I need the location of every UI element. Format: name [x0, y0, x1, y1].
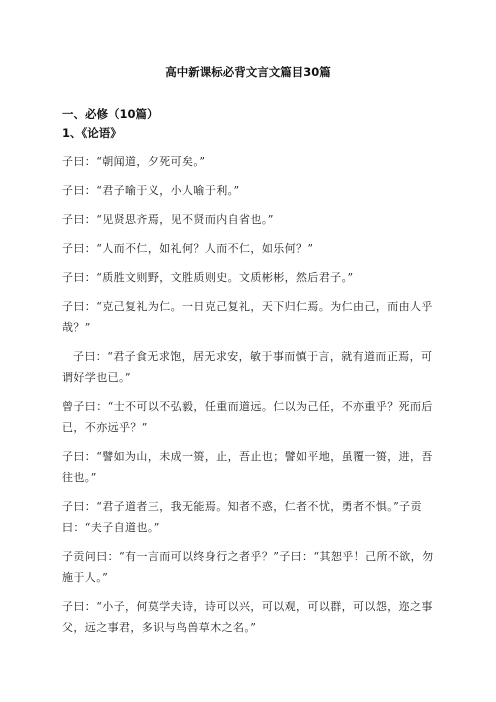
- document-title: 高中新课标必背文言文篇目30篇: [165, 65, 331, 79]
- paragraph: 子曰：“克己复礼为仁。一日克己复礼，天下归仁焉。为仁由己，而由人乎哉？”: [62, 300, 433, 334]
- paragraph: 子曰：“君子食无求饱，居无求安，敏于事而慎于言，就有道而正焉，可谓好学也已。”: [62, 350, 433, 384]
- paragraph: 子曰：“朝闻道，夕死可矣。”: [62, 155, 206, 168]
- section-heading: 一、必修（10篇）: [62, 107, 159, 121]
- paragraph: 曾子曰：“士不可以不弘毅，任重而道远。仁以为己任，不亦重乎？死而后已，不亦远乎？”: [62, 400, 433, 434]
- paragraph: 子贡问曰：“有一言而可以终身行之者乎？”子曰：“其恕乎！己所不欲，勿施于人。”: [62, 550, 434, 584]
- paragraph: 子曰：“见贤思齐焉，见不贤而内自省也。”: [62, 213, 274, 226]
- paragraph: 子曰：“人而不仁，如礼何？人而不仁，如乐何？”: [62, 242, 314, 255]
- subsection-heading: 1、《论语》: [62, 126, 122, 140]
- paragraph: 子曰：“譬如为山，未成一篑，止，吾止也；譬如平地，虽覆一篑，进，吾往也。”: [62, 450, 433, 484]
- paragraph: 子曰：“质胜文则野，文胜质则史。文质彬彬，然后君子。”: [62, 271, 354, 284]
- paragraph: 子曰：“君子喻于义，小人喻于利。”: [62, 184, 240, 197]
- paragraph: 子曰：“君子道者三，我无能焉。知者不惑，仁者不忧，勇者不惧。”子贡曰：“夫子自道也。”: [62, 500, 422, 534]
- paragraph: 子曰：“小子，何莫学夫诗，诗可以兴，可以观，可以群，可以怨，迩之事父，远之事君，多识与鸟兽草木之名。”: [62, 600, 433, 634]
